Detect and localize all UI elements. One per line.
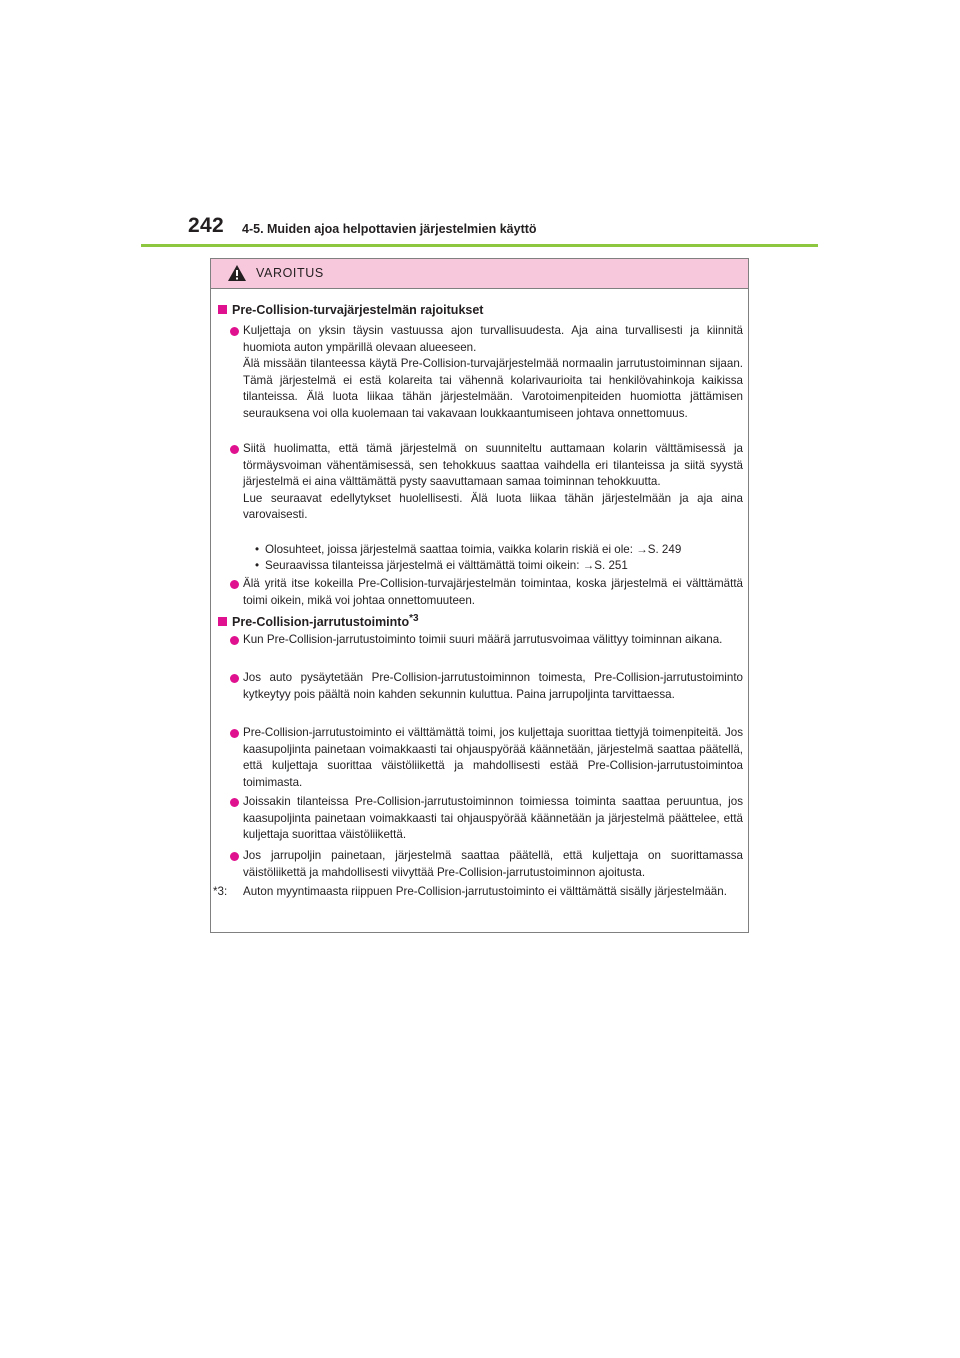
list-item: Jos auto pysäytetään Pre-Collision-jarrutustoiminnon toimesta, Pre-Collision-jarrutustoiminto kytkeytyy pois päältä noin kahden sekunnin kuluttua. Paina jarrupoljinta tarvittaessa.: [230, 670, 743, 703]
list-item: Kun Pre-Collision-jarrutustoiminto toimii suuri määrä jarrutusvoimaa välittyy toiminnan aikana.: [230, 632, 743, 649]
section-heading-limitations: Pre-Collision-turvajärjestelmän rajoitukset: [218, 303, 483, 317]
footnote-text: Auton myyntimaasta riippuen Pre-Collision-jarrutustoiminto ei välttämättä sisälly järjestelmään.: [243, 885, 727, 898]
round-bullet-icon: [230, 580, 239, 589]
footnote: [213, 881, 743, 903]
list-item: Älä yritä itse kokeilla Pre-Collision-turvajärjestelmän toimintaa, koska järjestelmä ei välttämättä toimi oikein, mikä voi johtaa onnettomuuteen.: [230, 576, 743, 609]
list-item: Joissakin tilanteissa Pre-Collision-jarrutustoiminnon toimiessa toiminta saattaa peruuntua, jos kaasupoljinta painetaan voimakkaasti tai ohjauspyörää käännetään ja järjestelmä päättelee, että kuljettaja suorittaa väistöliikettä.: [230, 794, 743, 844]
round-bullet-icon: [230, 327, 239, 336]
warning-box: [210, 258, 749, 933]
list-item: Siitä huolimatta, että tämä järjestelmä on suunniteltu auttamaan kolarin välttämisessä ja törmäysvoiman vähentämisessä, sen tehokkuus saattaa vaihdella eri tilanteissa ja siitä syystä järjestelmä ei aina välttämättä pysty saavuttamaan samaa toiminnan tehokkuutta. Lue seuraavat edellytykset huolellisesti. Älä luota liikaa tähän järjestelmään ja aja aina varovaisesti.: [230, 441, 743, 524]
footnote-mark: *3:: [213, 885, 228, 898]
warning-label: VAROITUS: [256, 266, 324, 280]
section-heading-braking: Pre-Collision-jarrutustoiminto$^{*3}$: [218, 613, 419, 629]
warning-triangle-icon: [227, 264, 247, 282]
round-bullet-icon: [230, 636, 239, 645]
round-bullet-icon: [230, 674, 239, 683]
section-title: 4-5. Muiden ajoa helpottavien järjestelmien käyttö: [242, 222, 537, 236]
list-item: Jos jarrupoljin painetaan, järjestelmä saattaa päätellä, että kuljettaja on suorittamassa väistöliikettä ja mahdollisesti viivyttää Pre-Collision-jarrutustoiminnon ajoitusta.: [230, 848, 743, 881]
square-bullet-icon: [218, 617, 227, 626]
page-header: [188, 214, 820, 244]
sub-list-item: • Olosuhteet, joissa järjestelmä saattaa toimia, vaikka kolarin riskiä ei ole: →S. 249: [255, 543, 682, 556]
round-bullet-icon: [230, 852, 239, 861]
page-number: 242: [188, 214, 224, 237]
list-item: Kuljettaja on yksin täysin vastuussa ajon turvallisuudesta. Aja aina turvallisesti ja kiinnitä huomiota auton ympärillä olevaan alueeseen. Älä missään tilanteessa käytä Pre-Collision-turvajärjestelmää normaalin jarrutustoiminnan sijaan. Tämä järjestelmä ei estä kolareita tai vähennä kolarivaurioita tai henkilövahinkoja kaikissa tilanteissa. Älä luota liikaa tähän järjestelmään. Varotoimenpiteiden huomiotta jättämisen seurauksena voi olla kuolemaan tai vakavaan loukkaantumiseen johtava onnettomuus.: [230, 323, 743, 423]
round-bullet-icon: [230, 445, 239, 454]
sub-list-item: • Seuraavissa tilanteissa järjestelmä ei välttämättä toimi oikein: →S. 251: [255, 559, 628, 572]
header-rule: [141, 244, 818, 247]
warning-header: [211, 259, 748, 289]
square-bullet-icon: [218, 305, 227, 314]
round-bullet-icon: [230, 798, 239, 807]
list-item: Pre-Collision-jarrutustoiminto ei välttämättä toimi, jos kuljettaja suorittaa tiettyjä toimenpiteitä. Jos kaasupoljinta painetaan voimakkaasti tai ohjauspyörää käännetään, järjestelmä saattaa päätellä, että kuljettaja suorittaa väistöliikettä ja mahdollisesti estää Pre-Collision-jarrutustoimintoa toimimasta.: [230, 725, 743, 791]
round-bullet-icon: [230, 729, 239, 738]
